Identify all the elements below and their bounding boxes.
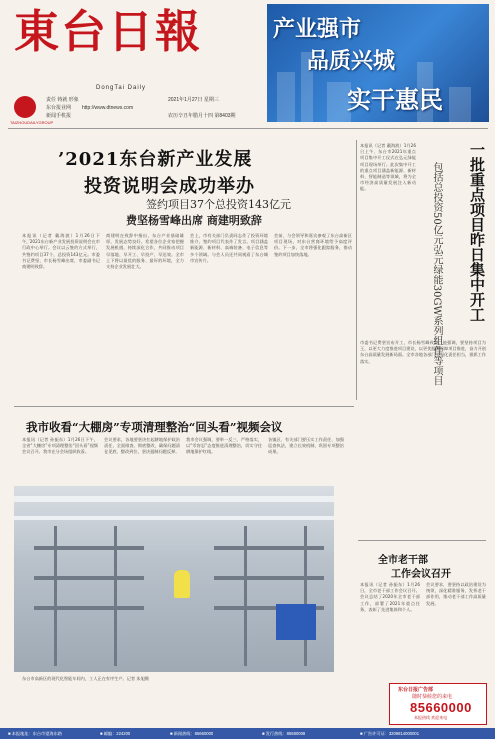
footer-item: ■ 广告许可证：3209814000001	[360, 731, 420, 736]
masthead-title: 東台日報	[14, 5, 203, 58]
second-column-1: 本报讯（记者 孙振东）1月26日下午，全省“大棚房”专项清理整治“回头看”视频会议召开。我市在分会场组织收看。	[22, 437, 98, 455]
footer-item: ■ 发行热线：85680008	[262, 731, 306, 736]
ad-phone: 85660000	[410, 700, 472, 715]
banner-line-1: 产业强市	[273, 17, 362, 42]
lead-headline: ’2021东台新产业发展	[58, 149, 253, 170]
banner-line-3: 实干惠民	[347, 86, 443, 114]
service-label: 新闻手机报	[46, 113, 72, 119]
right-subhead: 包括总投资50亿元弘元绿能30GW系列组件等项目	[431, 162, 442, 386]
masthead-divider	[8, 128, 488, 129]
sponsor: 东台报业网	[46, 105, 72, 111]
lead-subhead-2: 费坚杨雪峰出席 商建明致辞	[126, 214, 262, 227]
third-column-2: 会议要求，要坚持以政治建设为统领，深化精准服务，发挥老干部作用，推动老干部工作高质量发展。	[426, 582, 486, 606]
third-headline-2: 工作会议召开	[391, 569, 451, 580]
second-column-4: 各镇区、有关部门要压实工作责任，加强巡查执法，建立长效机制，巩固专项整治成果。	[268, 437, 344, 455]
third-headline: 全市老干部	[378, 555, 428, 566]
issue-date: 2021年1月27日 星期三	[168, 97, 219, 103]
second-column-3: 我市会议强调，要举一反三、严格落实，以“零容忍”态度推进清理整治，切实守住耕地保护红线。	[186, 437, 262, 455]
right-column-1: 本报讯（记者 戴海波）1月26日上午，东台市2021年重点项目集中开工仪式在弘元绿能项目现场举行。此次集中开工的重点项目涵盖新能源、新材料、智能制造等领域，将为全市经济高质量发展注入新动能。	[360, 143, 416, 192]
footer-item: ■ 新闻热线：85660000	[170, 731, 214, 736]
ad-subtitle: 随时恭候您的来电	[412, 694, 453, 700]
third-column-1: 本报讯（记者 孙振东）1月26日，全市老干部工作会议召开。会议总结了2020年全市老干部工作，部署了2021年重点任务，表彰了先进集体和个人。	[360, 582, 420, 612]
ad-small: 本报热线 欢迎来电	[414, 715, 448, 720]
worker-figure	[174, 570, 190, 598]
group-logo-text: TAIZHOUDAILYGROUP	[10, 120, 54, 125]
slogan: 责任 铸就 形象	[46, 97, 79, 103]
lead-column-3: 会上，市有关部门负责同志作了投资环境推介，签约项目代表作了发言。项目涵盖新能源、新材料、高端装备、电子信息等多个领域。与会人员还共同观看了东台城市宣传片。	[190, 233, 268, 263]
right-headline: 一批重点项目昨日集中开工	[468, 142, 486, 322]
photo-caption: 东台市高新区的现代化智能车间内，工人正在有序生产。记者 朱旭摄	[22, 676, 149, 681]
lead-headline-2: 投资说明会成功举办	[84, 176, 255, 197]
second-headline: 我市收看“大棚房”专项清理整治“回头看”视频会议	[26, 420, 283, 434]
second-column-2: 会议要求，各地要坚决扛起耕地保护政治责任，全面排查、彻底整改，确保问题清仓见底、整改到位，坚决遏制问题反弹。	[104, 437, 180, 455]
lead-column-1: 本报讯（记者 戴海波）1月26日下午，’2021东台新产业发展投资说明会在市行政中心举行。会议以云签约方式举行，共签约项目37个，总投资143亿元。市委书记费坚、市长杨雪峰出席，市委副书记商建明致辞。	[22, 233, 100, 270]
issue-number: 农历辛丑年腊月十四 第8403期	[168, 113, 236, 119]
banner-line-2: 品质兴城	[307, 49, 396, 74]
group-logo-icon	[14, 96, 36, 118]
lead-column-2: 商建明在致辞中指出，东台产业基础雄厚，发展态势良好。希望各位企业家把握发展机遇，持续深化合作，共同推动项目早落地、早开工、早投产、早达效。全市上下将以最优的服务、最好的环境，全力支持企业发展壮大。	[106, 233, 184, 270]
banner-image	[267, 4, 489, 122]
footer-item: ■ 本报地址：东台市望海东路	[8, 731, 62, 736]
phone-ad	[389, 683, 487, 725]
section-divider	[14, 406, 354, 407]
lead-column-4: 会前，与会领导和嘉宾参观了东台高新区项目现场，对东台营商环境给予高度评价。下一步，全市将强化跟踪服务，推动签约项目加快落地。	[274, 233, 352, 257]
third-divider	[358, 540, 486, 541]
website-link[interactable]: http://www.dtnews.com	[82, 105, 134, 111]
footer-item: ■ 邮编：224200	[100, 731, 131, 736]
ad-title: 东台日报广告部	[398, 687, 434, 693]
right-column-divider	[356, 140, 357, 400]
footer-bar	[0, 728, 495, 739]
masthead-pinyin: DongTai Daily	[96, 85, 147, 91]
right-column-2: 市委书记费坚宣布开工，市长杨雪峰致辞。他强调，要坚持项目为王，以更大力度推进项目建设，以更优服务保障项目推进，奋力开创东台高质量发展新局面。全市各地各部门要强化责任担当，狠抓工作落实。	[360, 340, 486, 364]
lead-subhead: 签约项目37个总投资143亿元	[146, 198, 291, 211]
